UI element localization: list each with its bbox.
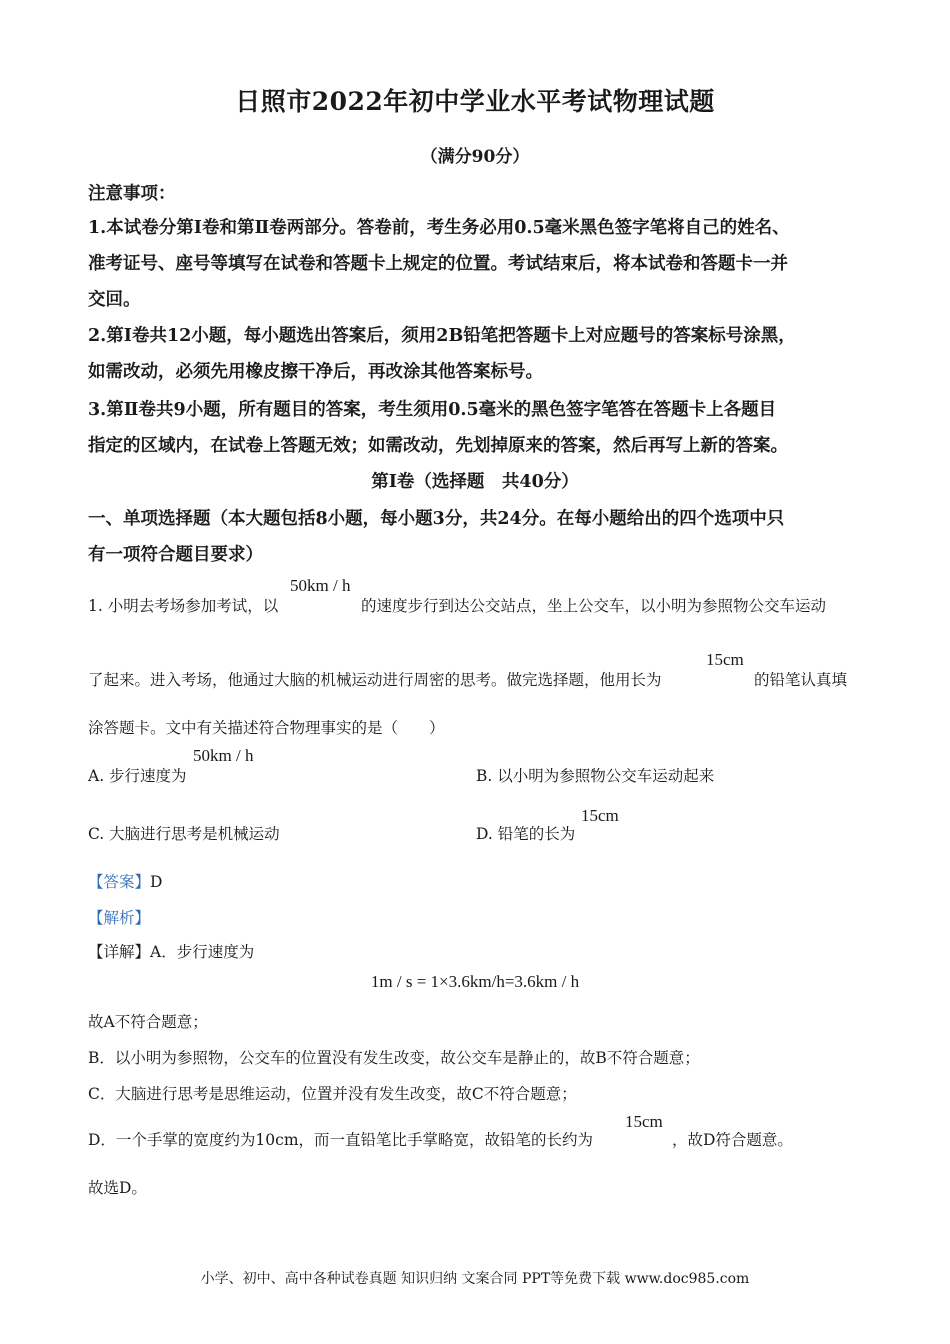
part-heading: 有一项符合题目要求）: [88, 545, 263, 565]
equation: 1m / s = 1×3.6km/h=3.6km / h: [370, 972, 580, 991]
formula: 15cm: [625, 1112, 663, 1131]
conclusion: 故选D。: [88, 1179, 147, 1197]
formula: 50km / h: [193, 746, 254, 765]
option-b: B. 以小明为参照物公交车运动起来: [476, 767, 715, 785]
notice-line: 准考证号、座号等填写在试卷和答题卡上规定的位置。考试结束后，将本试卷和答题卡一并: [88, 254, 788, 274]
option-a: A. 步行速度为: [88, 767, 187, 785]
detail-label: 【详解】: [88, 943, 151, 961]
formula: 15cm: [706, 650, 744, 669]
answer-label: 【答案】: [88, 873, 151, 891]
option-d: D. 铅笔的长为: [476, 825, 576, 843]
part-heading: 一、单项选择题（本大题包括8小题，每小题3分，共24分。在每小题给出的四个选项中只: [88, 509, 785, 529]
explain-line: ，故D符合题意。: [672, 1131, 793, 1149]
explain-line: C．大脑进行思考是思维运动，位置并没有发生改变，故C不符合题意；: [88, 1085, 577, 1103]
notice-line: 指定的区域内，在试卷上答题无效；如需改动，先划掉原来的答案，然后再写上新的答案。: [88, 436, 788, 456]
formula: 15cm: [581, 806, 619, 825]
detail-text: A．步行速度为: [150, 943, 255, 961]
formula: 50km / h: [290, 576, 351, 595]
notice-heading: 注意事项：: [88, 184, 176, 204]
question-text: 1. 小明去考场参加考试，以: [88, 597, 279, 615]
question-text: 的铅笔认真填: [754, 671, 848, 689]
notice-line: 如需改动，必须先用橡皮擦干净后，再改涂其他答案标号。: [88, 362, 543, 382]
notice-line: 交回。: [88, 290, 141, 310]
detail-row: [88, 940, 254, 962]
page-title: 日照市2022年初中学业水平考试物理试题: [235, 87, 715, 116]
analysis-label: 【解析】: [88, 909, 151, 927]
full-score: （满分90分）: [420, 147, 530, 167]
question-text: 的速度步行到达公交站点，坐上公交车，以小明为参照物公交车运动: [361, 597, 827, 615]
page-footer: 小学、初中、高中各种试卷真题 知识归纳 文案合同 PPT等免费下载 www.doc985.com: [200, 1271, 750, 1287]
notice-line: 1.本试卷分第Ⅰ卷和第Ⅱ卷两部分。答卷前，考生务必用0.5毫米黑色签字笔将自己的姓名、: [88, 218, 790, 238]
notice-line: 3.第Ⅱ卷共9小题，所有题目的答案，考生须用0.5毫米的黑色签字笔答在答题卡上各题目: [88, 400, 777, 420]
notice-line: 2.第Ⅰ卷共12小题，每小题选出答案后，须用2B铅笔把答题卡上对应题号的答案标号涂黑，: [88, 326, 796, 346]
question-text: 了起来。进入考场，他通过大脑的机械运动进行周密的思考。做完选择题，他用长为: [88, 671, 662, 689]
answer-value: D: [150, 873, 163, 891]
explain-line: B．以小明为参照物，公交车的位置没有发生改变，故公交车是静止的，故B不符合题意；: [88, 1049, 700, 1067]
explain-line: D．一个手掌的宽度约为10cm，而一直铅笔比手掌略宽，故铅笔的长约为: [88, 1131, 594, 1149]
question-text: 涂答题卡。文中有关描述符合物理事实的是（ ）: [88, 719, 445, 737]
option-c: C. 大脑进行思考是机械运动: [88, 825, 280, 843]
section-heading: 第Ⅰ卷（选择题 共40分）: [371, 472, 579, 492]
answer-row: [88, 870, 162, 892]
explain-line: 故A不符合题意；: [88, 1013, 208, 1031]
